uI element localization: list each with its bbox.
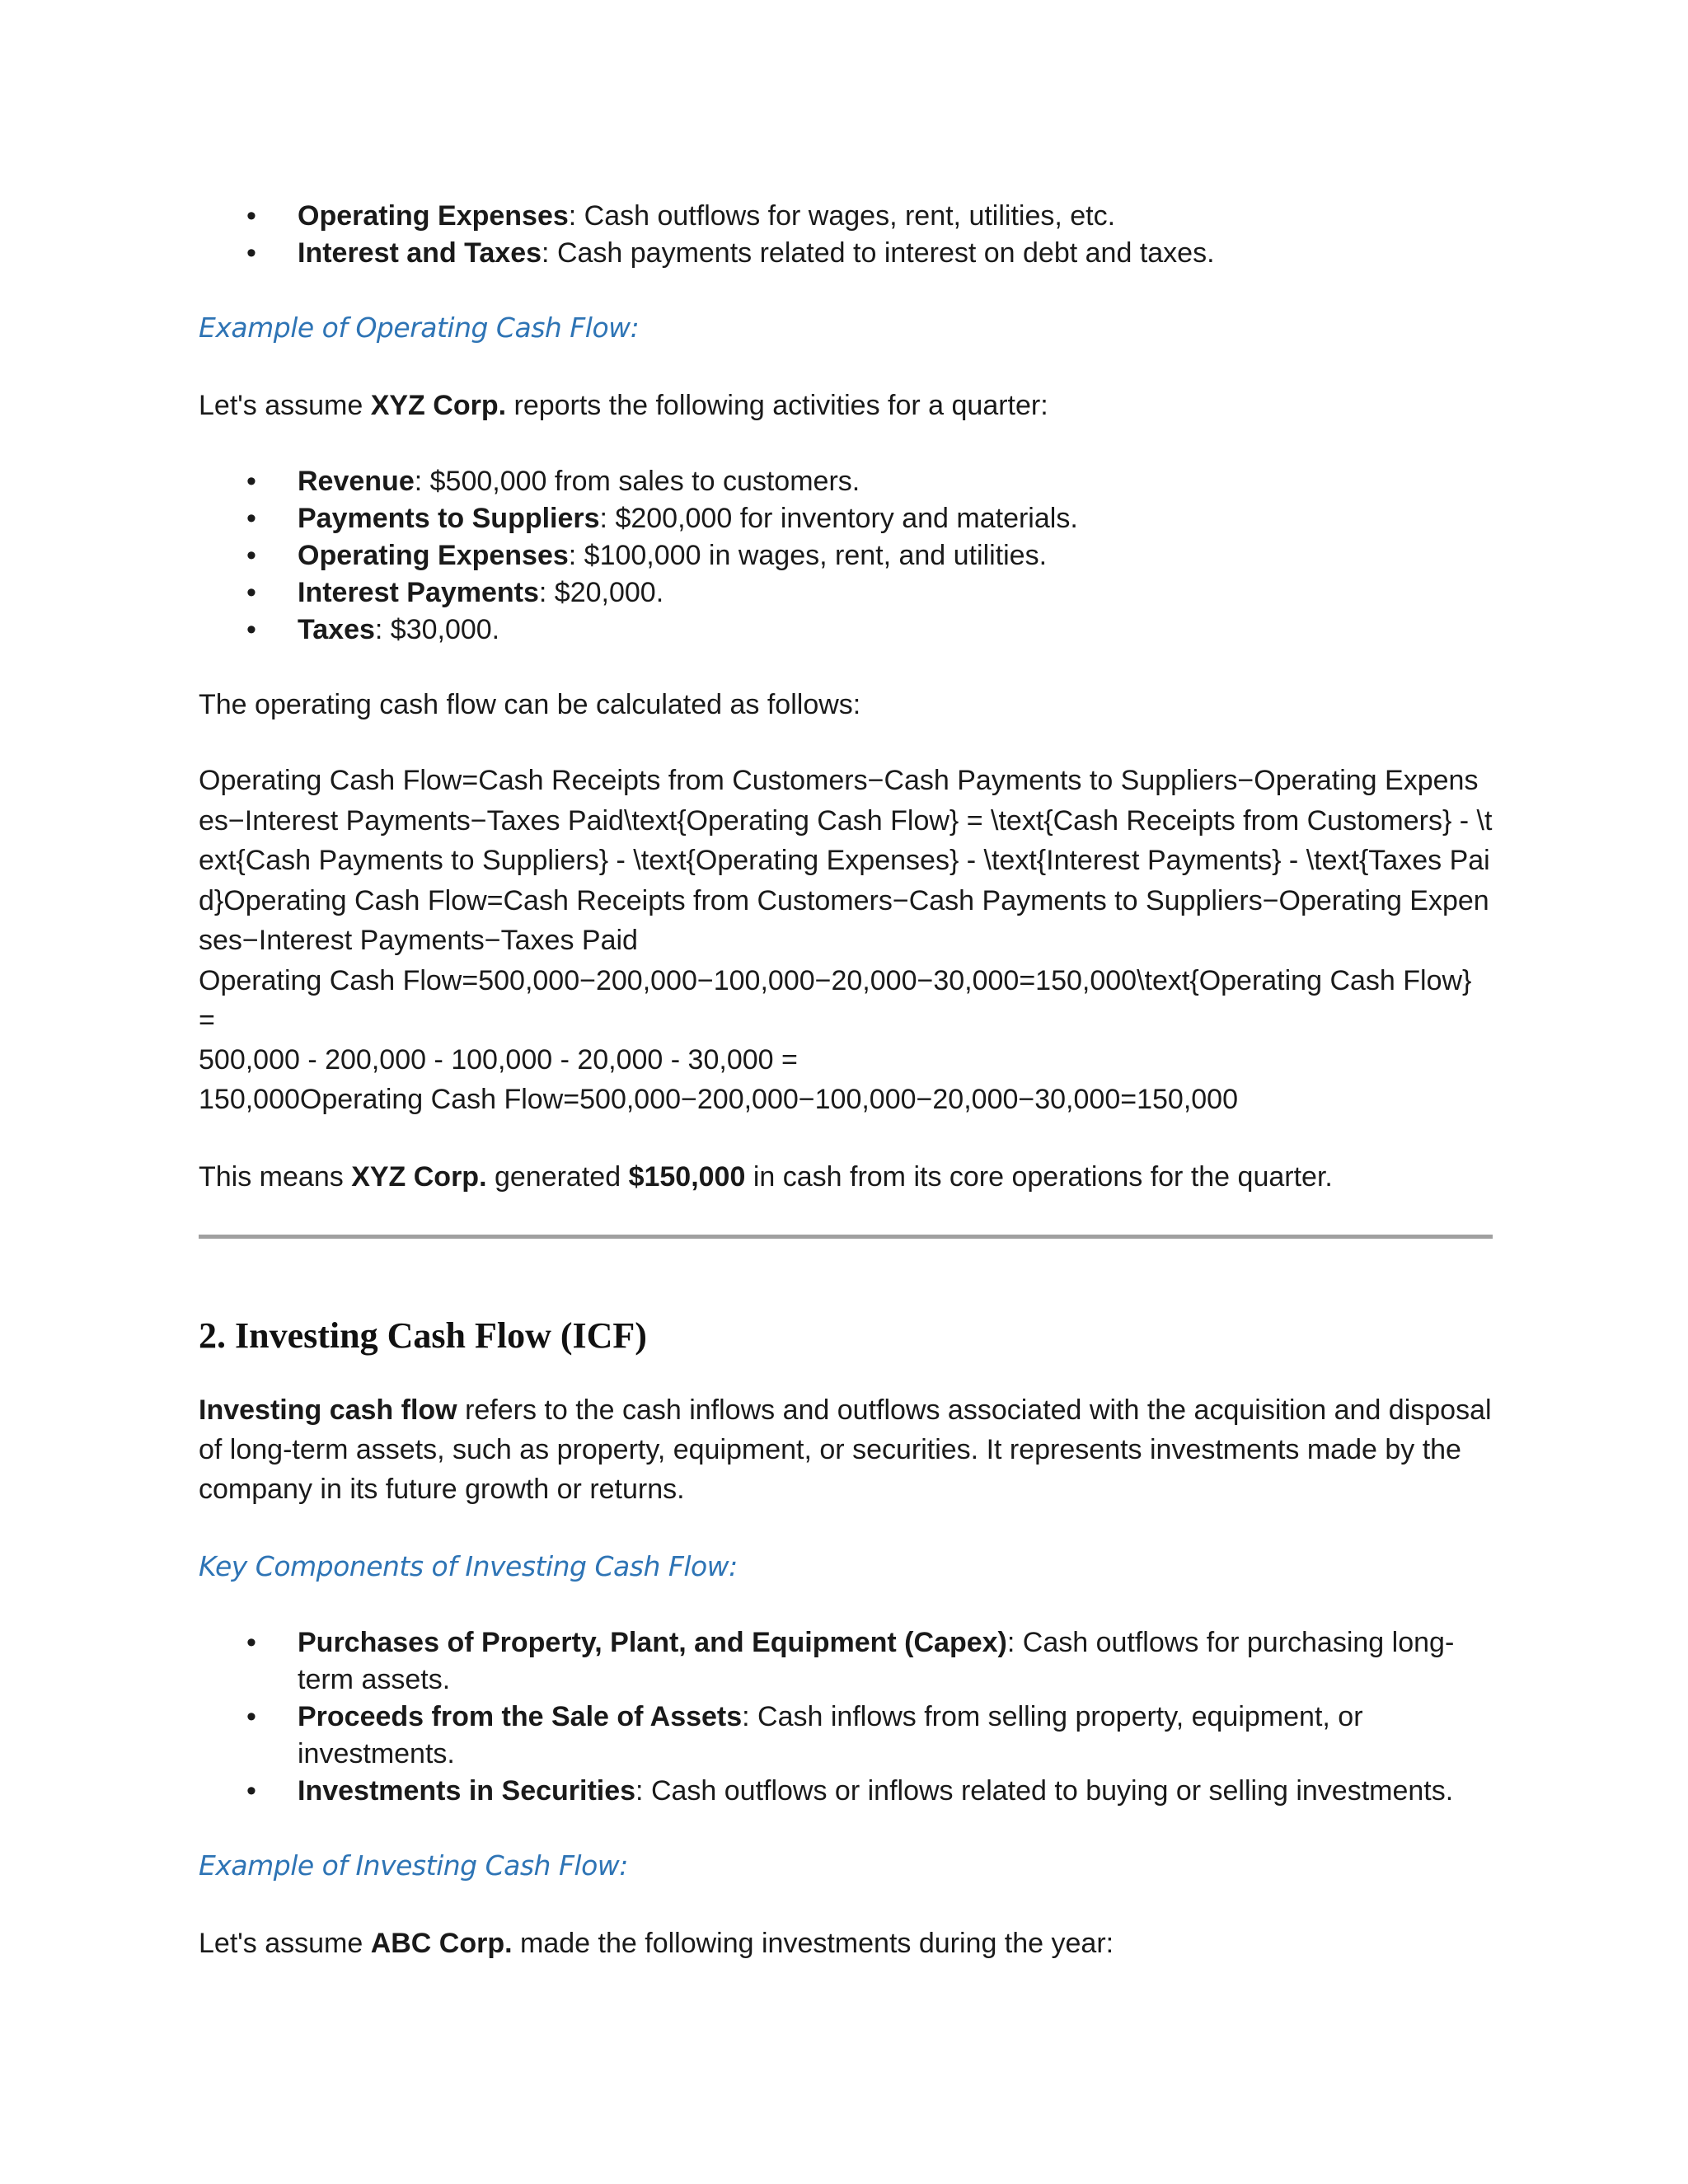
bullet-text: : $500,000 from sales to customers. bbox=[414, 466, 860, 497]
company-name: ABC Corp. bbox=[370, 1927, 513, 1959]
bullet-term: Operating Expenses bbox=[298, 540, 569, 571]
bullet-text: : Cash outflows or inflows related to buying or selling investments. bbox=[635, 1774, 1454, 1807]
company-name: XYZ Corp. bbox=[370, 390, 507, 421]
list-item bbox=[298, 463, 1493, 500]
bullet-term: Proceeds from the Sale of Assets bbox=[298, 1700, 743, 1732]
bullet-term: Interest and Taxes bbox=[298, 237, 542, 269]
icf-example-heading: Example of Investing Cash Flow: bbox=[199, 1849, 628, 1882]
horizontal-divider bbox=[199, 1235, 1493, 1239]
icf-components-list bbox=[199, 1624, 1493, 1810]
bullet-text: : Cash payments related to interest on debt and taxes. bbox=[542, 237, 1215, 269]
document-content bbox=[199, 198, 1493, 1963]
section-heading: 2. Investing Cash Flow (ICF) bbox=[199, 1315, 647, 1356]
list-item bbox=[298, 235, 1493, 272]
formula-line: 500,000 - 200,000 - 100,000 - 20,000 - 30,000 = bbox=[199, 1043, 798, 1076]
bullet-term: Operating Expenses bbox=[298, 200, 569, 232]
company-name: XYZ Corp. bbox=[351, 1160, 487, 1193]
bullet-term: Payments to Suppliers bbox=[298, 503, 600, 534]
bullet-text: : Cash outflows for wages, rent, utilities, etc. bbox=[568, 200, 1116, 232]
bullet-term: Taxes bbox=[298, 614, 375, 645]
icf-intro: Let's assume ABC Corp. made the following investments during the year: bbox=[199, 1927, 1114, 1959]
list-item bbox=[298, 1624, 1493, 1699]
list-item bbox=[298, 612, 1493, 649]
list-item bbox=[298, 574, 1493, 612]
bullet-text: : $30,000. bbox=[374, 614, 500, 645]
bullet-term: Interest Payments bbox=[298, 577, 539, 608]
list-item bbox=[298, 1699, 1493, 1773]
amount: $150,000 bbox=[628, 1160, 746, 1193]
formula-block-1: Operating Cash Flow=Cash Receipts from Customers−Cash Payments to Suppliers−Operating Expenses−Interest Payments−Taxes Paid\text{Operating Cash Flow} = \text{Cash Receipts from Customers} - \text{Cash Payments to Suppliers} - \text{Operating Expenses} - \text{Interest Payments} - \text{Taxes Paid}Operating Cash Flow=Cash Receipts from Customers−Cash Payments to Suppliers−Operating Expenses−Interest Payments−Taxes Paid bbox=[199, 765, 1493, 956]
defined-term: Investing cash flow bbox=[199, 1394, 457, 1426]
top-bullet-list bbox=[199, 198, 1493, 272]
formula-line: 150,000Operating Cash Flow=500,000−200,000−100,000−20,000−30,000=150,000 bbox=[199, 1083, 1238, 1115]
bullet-text: : $100,000 in wages, rent, and utilities. bbox=[568, 540, 1048, 571]
bullet-term: Revenue bbox=[298, 466, 415, 497]
calc-intro: The operating cash flow can be calculated as follows: bbox=[199, 689, 861, 720]
ocf-intro: Let's assume XYZ Corp. reports the following activities for a quarter: bbox=[199, 390, 1048, 421]
list-item bbox=[298, 537, 1493, 574]
list-item bbox=[298, 500, 1493, 537]
list-item bbox=[298, 198, 1493, 235]
bullet-term: Investments in Securities bbox=[298, 1774, 636, 1807]
bullet-text: : Cash inflows from selling property, equipment, or investments. bbox=[298, 1700, 1363, 1769]
bullet-term: Purchases of Property, Plant, and Equipment (Capex) bbox=[298, 1626, 1007, 1658]
bullet-text: : Cash outflows for purchasing long-term assets. bbox=[298, 1626, 1455, 1695]
bullet-text: : $20,000. bbox=[538, 577, 664, 608]
ocf-example-heading: Example of Operating Cash Flow: bbox=[199, 312, 640, 344]
icf-definition: Investing cash flow refers to the cash inflows and outflows associated with the acquisition and disposal of long-term assets, such as property, equipment, or securities. It represents investments made by the company in its future growth or returns. bbox=[199, 1394, 1492, 1505]
formula-line: Operating Cash Flow=500,000−200,000−100,000−20,000−30,000=150,000\text{Operating Cash Flow} = bbox=[199, 964, 1472, 1036]
icf-components-heading: Key Components of Investing Cash Flow: bbox=[199, 1549, 738, 1582]
list-item bbox=[298, 1773, 1493, 1810]
ocf-conclusion: This means XYZ Corp. generated $150,000 in cash from its core operations for the quarter. bbox=[199, 1160, 1333, 1193]
ocf-items-list bbox=[199, 463, 1493, 649]
bullet-text: : $200,000 for inventory and materials. bbox=[599, 503, 1078, 534]
